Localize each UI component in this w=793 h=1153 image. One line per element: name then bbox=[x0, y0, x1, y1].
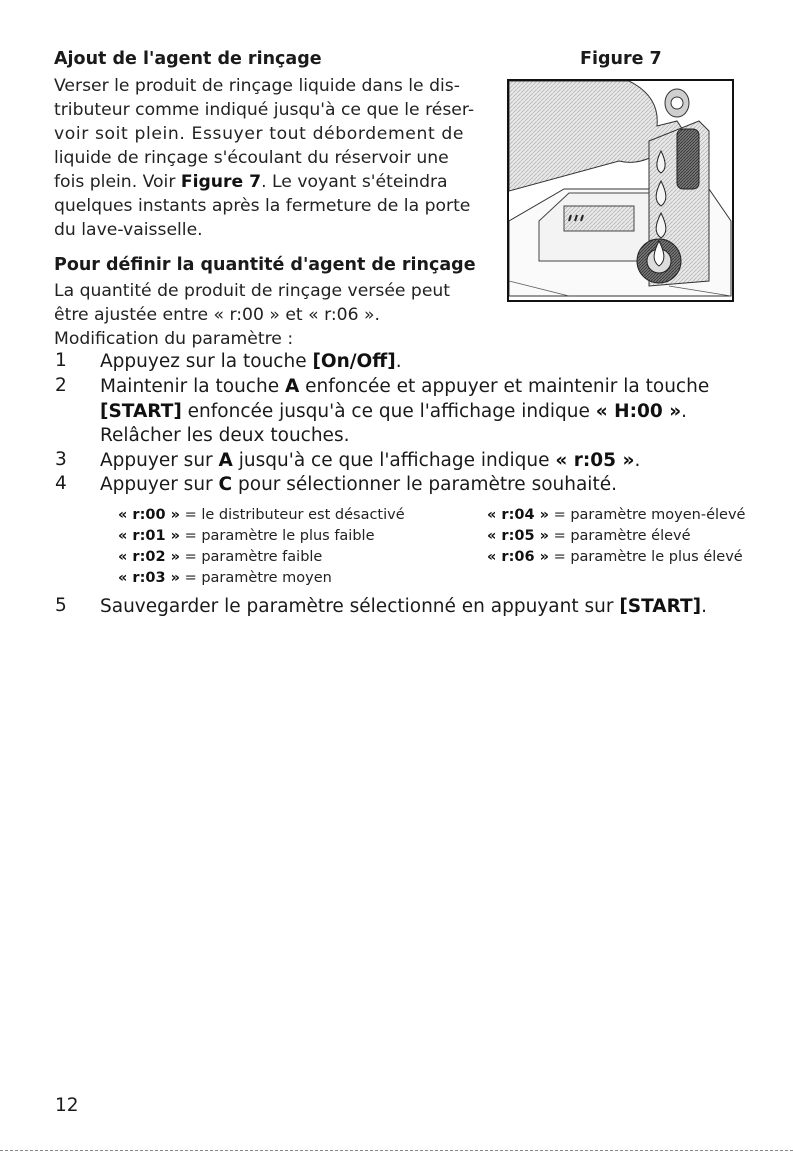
setting-option bbox=[487, 549, 743, 565]
setting-desc: = le distributeur est désactivé bbox=[179, 507, 405, 523]
section-title-rinse-aid: Ajout de l'agent de rinçage bbox=[54, 49, 322, 69]
step-number: 1 bbox=[55, 350, 67, 371]
figure-7-illustration bbox=[507, 79, 734, 302]
key-start: [START] bbox=[619, 596, 702, 617]
step-text-part: . bbox=[701, 596, 707, 617]
key-on-off: [On/Off] bbox=[312, 351, 396, 372]
step-text bbox=[100, 449, 640, 474]
setting-code: « r:03 » bbox=[118, 570, 180, 586]
setting-desc: = paramètre faible bbox=[179, 549, 323, 565]
key-start: [START] bbox=[100, 401, 182, 422]
setting-code: « r:02 » bbox=[118, 549, 180, 565]
setting-option bbox=[487, 507, 745, 523]
setting-code: « r:06 » bbox=[487, 549, 549, 565]
section-title-set-amount: Pour définir la quantité d'agent de rinçage bbox=[54, 255, 476, 275]
key-c: C bbox=[218, 474, 233, 495]
setting-code: « r:01 » bbox=[118, 528, 180, 544]
para-line: liquide de rinçage s'écoulant du réservoir une bbox=[54, 148, 449, 168]
setting-code: « r:04 » bbox=[487, 507, 549, 523]
step-text-part: Sauvegarder le paramètre sélectionné en appuyant sur bbox=[100, 596, 620, 617]
setting-desc: = paramètre élevé bbox=[548, 528, 691, 544]
step-text-part: enfoncée et appuyer et maintenir la touche bbox=[299, 376, 710, 397]
figure-reference: Figure 7 bbox=[180, 172, 262, 192]
steps-intro: Modification du paramètre : bbox=[54, 329, 294, 349]
step-text-part: . bbox=[634, 450, 641, 471]
para-line: quelques instants après la fermeture de la porte bbox=[54, 196, 471, 216]
step-number: 4 bbox=[55, 473, 67, 494]
step-text-part: . bbox=[395, 351, 402, 372]
step-text-line3: Relâcher les deux touches. bbox=[100, 425, 350, 446]
setting-desc: = paramètre le plus élevé bbox=[548, 549, 743, 565]
para-text: fois plein. Voir bbox=[54, 172, 181, 192]
step-text bbox=[100, 473, 617, 498]
setting-desc: = paramètre moyen-élevé bbox=[548, 507, 746, 523]
step-text-part: Appuyez sur la touche bbox=[100, 351, 313, 372]
key-a: A bbox=[284, 376, 300, 397]
para-line: être ajustée entre « r:00 » et « r:06 ». bbox=[54, 305, 380, 325]
key-a: A bbox=[218, 450, 233, 471]
display-code: « r:05 » bbox=[555, 450, 635, 471]
step-number: 2 bbox=[55, 375, 67, 396]
setting-option bbox=[118, 570, 332, 586]
setting-option bbox=[118, 528, 375, 544]
setting-code: « r:00 » bbox=[118, 507, 180, 523]
step-number: 5 bbox=[55, 595, 67, 616]
step-text-part: pour sélectionner le paramètre souhaité. bbox=[232, 474, 617, 495]
setting-code: « r:05 » bbox=[487, 528, 549, 544]
step-text-part: Maintenir la touche bbox=[100, 376, 285, 397]
setting-option bbox=[118, 549, 322, 565]
step-text-part: Appuyer sur bbox=[100, 474, 219, 495]
setting-desc: = paramètre le plus faible bbox=[179, 528, 375, 544]
setting-desc: = paramètre moyen bbox=[179, 570, 332, 586]
step-number: 3 bbox=[55, 449, 67, 470]
para-line: du lave-vaisselle. bbox=[54, 220, 203, 240]
page-number: 12 bbox=[55, 1095, 79, 1116]
step-text-line2 bbox=[100, 400, 687, 425]
para-line: La quantité de produit de rinçage versée peut bbox=[54, 281, 451, 301]
para-line-with-figure-ref bbox=[54, 170, 448, 194]
figure-caption: Figure 7 bbox=[580, 49, 662, 69]
step-text bbox=[100, 375, 709, 400]
step-text-part: Appuyer sur bbox=[100, 450, 219, 471]
display-code: « H:00 » bbox=[595, 401, 682, 422]
bottom-rule bbox=[0, 1150, 793, 1151]
step-text bbox=[100, 350, 402, 375]
para-line: voir soit plein. Essuyer tout débordement de bbox=[54, 124, 465, 144]
step-text-part: jusqu'à ce que l'affichage indique bbox=[232, 450, 556, 471]
para-text: . Le voyant s'éteindra bbox=[261, 172, 448, 192]
para-line: tributeur comme indiqué jusqu'à ce que le réser- bbox=[54, 100, 475, 120]
para-line: Verser le produit de rinçage liquide dans le dis- bbox=[54, 76, 460, 96]
setting-option bbox=[118, 507, 405, 523]
setting-option bbox=[487, 528, 691, 544]
rinse-aid-dispenser-drawing bbox=[509, 81, 732, 300]
step-text-part: enfoncée jusqu'à ce que l'affichage indique bbox=[181, 401, 596, 422]
step-text-part: . bbox=[681, 401, 688, 422]
step-text bbox=[100, 595, 707, 620]
